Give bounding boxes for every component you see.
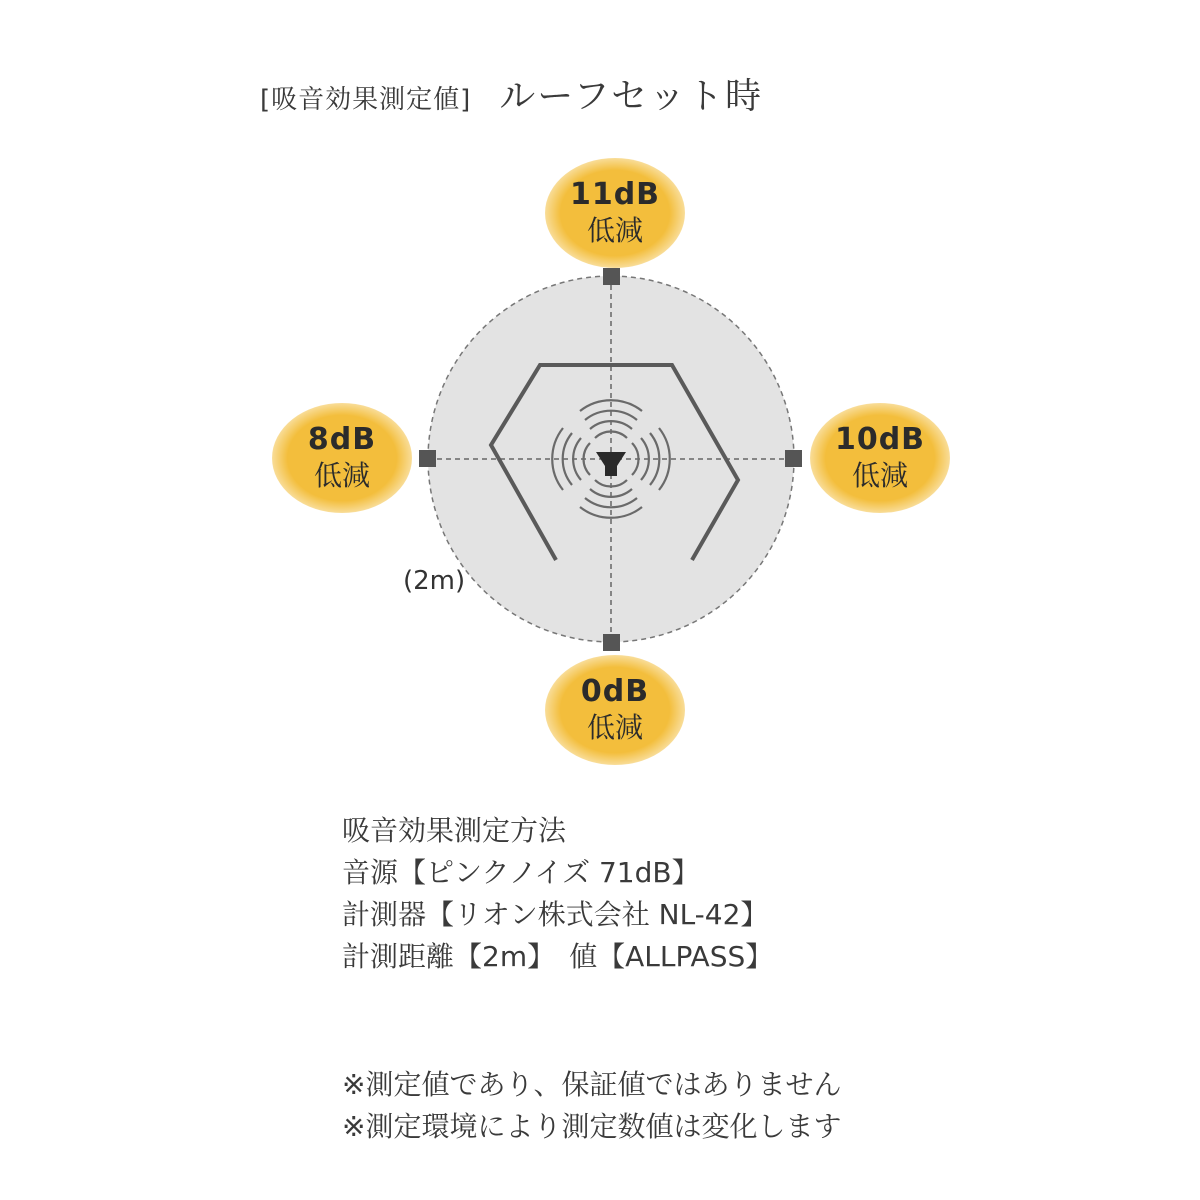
badge-right <box>810 403 950 513</box>
badge-right-value: 10dB <box>834 422 926 457</box>
note-line: ※測定値であり、保証値ではありません <box>342 1068 842 1101</box>
header-label: [吸音効果測定値] <box>260 85 472 115</box>
marker-bottom <box>603 634 620 651</box>
method-section <box>342 810 773 978</box>
method-instrument: 計測器【リオン株式会社 NL-42】 <box>342 898 769 931</box>
radius-label: (2m) <box>403 566 466 596</box>
badge-left-value: 8dB <box>307 422 377 457</box>
badge-right-note: 低減 <box>851 459 908 492</box>
notes-section <box>342 1064 841 1148</box>
note-line: ※測定環境により測定数値は変化します <box>342 1110 842 1143</box>
badge-bottom <box>545 655 685 765</box>
marker-top <box>603 268 620 285</box>
badge-left-note: 低減 <box>313 459 370 492</box>
badge-left <box>272 403 412 513</box>
badge-top-note: 低減 <box>586 214 643 247</box>
speaker-base <box>605 466 617 476</box>
badge-top-value: 11dB <box>569 177 661 212</box>
marker-right <box>785 450 802 467</box>
header-title: ルーフセット時 <box>499 76 764 117</box>
badge-bottom-value: 0dB <box>580 674 650 709</box>
badge-top <box>545 158 685 268</box>
method-title: 吸音効果測定方法 <box>342 814 567 847</box>
method-distance: 計測距離【2m】 値【ALLPASS】 <box>342 940 774 973</box>
badge-bottom-note: 低減 <box>586 711 643 744</box>
method-source: 音源【ピンクノイズ 71dB】 <box>342 856 700 889</box>
marker-left <box>419 450 436 467</box>
